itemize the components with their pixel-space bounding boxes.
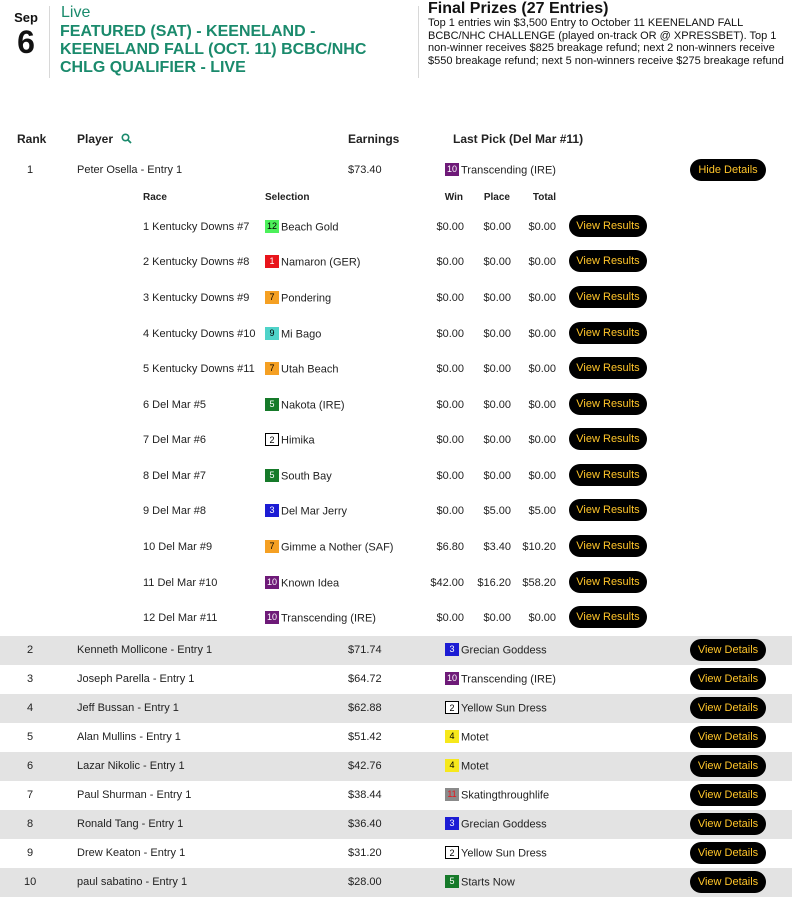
earnings-cell: $62.88 bbox=[348, 702, 382, 714]
horse-name: Yellow Sun Dress bbox=[461, 702, 547, 715]
last-pick bbox=[445, 789, 549, 802]
race-row bbox=[0, 316, 792, 352]
race-row bbox=[0, 422, 792, 458]
horse-name: Starts Now bbox=[461, 876, 515, 889]
saddlecloth-badge: 9 bbox=[265, 327, 279, 340]
player-name: Peter Osella - Entry 1 bbox=[77, 164, 183, 176]
total-amount: $58.20 bbox=[522, 577, 556, 589]
view-results-button[interactable]: View Results bbox=[569, 393, 647, 415]
view-results-button[interactable]: View Results bbox=[569, 464, 647, 486]
place-amount: $0.00 bbox=[483, 292, 511, 304]
horse-name: Transcending (IRE) bbox=[281, 612, 376, 625]
rank-cell: 6 bbox=[27, 760, 34, 772]
place-amount: $0.00 bbox=[483, 612, 511, 624]
player-name: Drew Keaton - Entry 1 bbox=[77, 847, 186, 859]
saddlecloth-badge: 7 bbox=[265, 362, 279, 375]
date-month: Sep bbox=[14, 10, 38, 25]
view-details-button[interactable]: View Details bbox=[690, 871, 766, 893]
selection bbox=[265, 328, 321, 341]
rank-cell: 3 bbox=[27, 673, 34, 685]
horse-name: Transcending (IRE) bbox=[461, 164, 556, 177]
total-amount: $0.00 bbox=[528, 363, 556, 375]
standings-row bbox=[0, 636, 792, 665]
player-name: Paul Shurman - Entry 1 bbox=[77, 789, 192, 801]
win-amount: $0.00 bbox=[436, 434, 464, 446]
horse-name: Mi Bago bbox=[281, 328, 322, 341]
view-results-button[interactable]: View Results bbox=[569, 215, 647, 237]
saddlecloth-badge: 10 bbox=[446, 673, 457, 683]
race-name: 2 Kentucky Downs #8 bbox=[143, 256, 250, 268]
view-results-button[interactable]: View Results bbox=[569, 606, 647, 628]
race-row bbox=[0, 600, 792, 636]
standings-row bbox=[0, 665, 792, 694]
total-header: Total bbox=[532, 192, 556, 203]
total-amount: $0.00 bbox=[528, 612, 556, 624]
last-pick bbox=[445, 731, 489, 744]
earnings-cell: $51.42 bbox=[348, 731, 382, 743]
rank-cell: 9 bbox=[27, 847, 34, 859]
earnings-cell: $73.40 bbox=[348, 164, 382, 176]
place-amount: $16.20 bbox=[477, 577, 511, 589]
place-amount: $0.00 bbox=[483, 328, 511, 340]
player-name: Kenneth Mollicone - Entry 1 bbox=[77, 644, 213, 656]
horse-name: Skatingthroughlife bbox=[461, 789, 550, 802]
saddlecloth-badge: 12 bbox=[266, 221, 277, 231]
horse-name: Himika bbox=[281, 434, 315, 447]
prizes-description: Top 1 entries win $3,500 Entry to October 11 KEENELAND FALL BCBC/NHC CHALLENGE (played on-track OR @ XPRESSBET). Top 1 non-winner receives $825 breakage refund; next 2 non-winners receive $550 breakage refund; next 5 non-winners receive $275 breakage refund bbox=[428, 17, 784, 67]
race-name: 12 Del Mar #11 bbox=[143, 612, 218, 624]
win-amount: $0.00 bbox=[436, 612, 464, 624]
race-row bbox=[0, 493, 792, 529]
race-name: 3 Kentucky Downs #9 bbox=[143, 292, 250, 304]
total-amount: $0.00 bbox=[528, 292, 556, 304]
view-results-button[interactable]: View Results bbox=[569, 286, 647, 308]
horse-name: Grecian Goddess bbox=[461, 818, 547, 831]
place-header: Place bbox=[483, 192, 510, 203]
win-amount: $0.00 bbox=[436, 399, 464, 411]
win-amount: $6.80 bbox=[436, 541, 464, 553]
race-row bbox=[0, 209, 792, 245]
total-amount: $0.00 bbox=[528, 221, 556, 233]
race-name: 8 Del Mar #7 bbox=[143, 470, 206, 482]
standings-row bbox=[0, 868, 792, 897]
rank-cell: 2 bbox=[27, 644, 34, 656]
place-amount: $0.00 bbox=[483, 434, 511, 446]
horse-name: Transcending (IRE) bbox=[461, 673, 556, 686]
date-day: 6 bbox=[17, 24, 35, 60]
horse-name: Utah Beach bbox=[281, 363, 339, 376]
rank-cell: 4 bbox=[27, 702, 34, 714]
earnings-cell: $42.76 bbox=[348, 760, 382, 772]
view-details-button[interactable]: View Details bbox=[690, 813, 766, 835]
search-icon[interactable] bbox=[121, 133, 132, 147]
standings-row bbox=[0, 781, 792, 810]
selection bbox=[265, 577, 339, 590]
race-header: Race bbox=[143, 192, 167, 203]
selection bbox=[265, 470, 332, 483]
view-results-button[interactable]: View Results bbox=[569, 428, 647, 450]
total-amount: $5.00 bbox=[528, 505, 556, 517]
total-amount: $0.00 bbox=[528, 256, 556, 268]
horse-name: Nakota (IRE) bbox=[281, 399, 345, 412]
place-amount: $3.40 bbox=[483, 541, 511, 553]
earnings-cell: $28.00 bbox=[348, 876, 382, 888]
place-amount: $0.00 bbox=[483, 256, 511, 268]
race-name: 7 Del Mar #6 bbox=[143, 434, 206, 446]
place-amount: $5.00 bbox=[483, 505, 511, 517]
saddlecloth-badge: 2 bbox=[445, 846, 459, 859]
horse-name: Yellow Sun Dress bbox=[461, 847, 547, 860]
horse-name: South Bay bbox=[281, 470, 332, 483]
player-name: Joseph Parella - Entry 1 bbox=[77, 673, 195, 685]
live-status: Live bbox=[61, 4, 91, 21]
earnings-cell: $38.44 bbox=[348, 789, 382, 801]
saddlecloth-badge: 3 bbox=[265, 504, 279, 517]
standings-row bbox=[0, 839, 792, 868]
win-amount: $0.00 bbox=[436, 470, 464, 482]
player-header-label: Player bbox=[77, 132, 114, 146]
selection bbox=[265, 292, 331, 305]
player-name: paul sabatino - Entry 1 bbox=[77, 876, 188, 888]
view-details-button[interactable]: View Details bbox=[690, 726, 766, 748]
rank-header: Rank bbox=[17, 132, 47, 146]
rank-cell: 5 bbox=[27, 731, 34, 743]
selection bbox=[265, 363, 338, 376]
contest-title: FEATURED (SAT) - KEENELAND - KEENELAND FALL (OCT. 11) BCBC/NHC CHLG QUALIFIER - LIVE bbox=[60, 23, 367, 76]
saddlecloth-badge: 1 bbox=[265, 255, 279, 268]
view-results-button[interactable]: View Results bbox=[569, 322, 647, 344]
race-row bbox=[0, 280, 792, 316]
last-pick bbox=[445, 644, 547, 657]
selection bbox=[265, 399, 345, 412]
race-name: 5 Kentucky Downs #11 bbox=[143, 363, 255, 375]
view-details-button[interactable]: View Details bbox=[690, 639, 766, 661]
total-amount: $0.00 bbox=[528, 434, 556, 446]
win-header: Win bbox=[444, 192, 463, 203]
saddlecloth-badge: 3 bbox=[445, 817, 459, 830]
saddlecloth-badge: 11 bbox=[445, 788, 459, 801]
total-amount: $10.20 bbox=[522, 541, 556, 553]
hide-details-button[interactable]: Hide Details bbox=[690, 159, 766, 181]
selection-header: Selection bbox=[265, 192, 310, 203]
saddlecloth-badge: 7 bbox=[265, 540, 279, 553]
horse-name: Motet bbox=[461, 731, 489, 744]
horse-name: Pondering bbox=[281, 292, 332, 305]
player-name: Ronald Tang - Entry 1 bbox=[77, 818, 184, 830]
standings-row bbox=[0, 752, 792, 781]
race-name: 6 Del Mar #5 bbox=[143, 399, 206, 411]
last-pick bbox=[445, 876, 515, 889]
divider bbox=[49, 6, 50, 78]
last-pick bbox=[445, 847, 547, 860]
race-name: 11 Del Mar #10 bbox=[143, 577, 218, 589]
last-pick bbox=[445, 818, 547, 831]
race-row bbox=[0, 565, 792, 601]
horse-name: Gimme a Nother (SAF) bbox=[281, 541, 394, 554]
total-amount: $0.00 bbox=[528, 399, 556, 411]
rank-cell: 10 bbox=[24, 876, 37, 888]
last-pick bbox=[445, 702, 547, 715]
race-name: 10 Del Mar #9 bbox=[143, 541, 213, 553]
selection bbox=[265, 541, 393, 554]
saddlecloth-badge: 10 bbox=[266, 577, 277, 587]
prizes-title: Final Prizes (27 Entries) bbox=[428, 0, 609, 17]
saddlecloth-badge: 10 bbox=[446, 164, 457, 174]
selection bbox=[265, 505, 347, 518]
standings-row bbox=[0, 810, 792, 839]
win-amount: $0.00 bbox=[436, 221, 464, 233]
race-row bbox=[0, 529, 792, 565]
standings-row-leader bbox=[0, 156, 792, 185]
place-amount: $0.00 bbox=[483, 363, 511, 375]
race-row bbox=[0, 351, 792, 387]
last-pick bbox=[445, 673, 556, 686]
place-amount: $0.00 bbox=[483, 470, 511, 482]
saddlecloth-badge: 2 bbox=[445, 701, 459, 714]
saddlecloth-badge: 3 bbox=[445, 643, 459, 656]
last-pick-header: Last Pick (Del Mar #11) bbox=[453, 132, 584, 146]
player-name: Jeff Bussan - Entry 1 bbox=[77, 702, 179, 714]
view-results-button[interactable]: View Results bbox=[569, 250, 647, 272]
horse-name: Beach Gold bbox=[281, 221, 339, 234]
standings-row bbox=[0, 723, 792, 752]
saddlecloth-badge: 7 bbox=[265, 291, 279, 304]
divider bbox=[418, 6, 419, 78]
win-amount: $0.00 bbox=[436, 328, 464, 340]
race-row bbox=[0, 458, 792, 494]
place-amount: $0.00 bbox=[483, 221, 511, 233]
win-amount: $42.00 bbox=[430, 577, 464, 589]
horse-name: Known Idea bbox=[281, 577, 340, 590]
view-results-button[interactable]: View Results bbox=[569, 535, 647, 557]
event-date bbox=[0, 10, 52, 58]
earnings-header: Earnings bbox=[348, 132, 400, 146]
view-results-button[interactable]: View Results bbox=[569, 571, 647, 593]
total-amount: $0.00 bbox=[528, 470, 556, 482]
standings-row bbox=[0, 694, 792, 723]
earnings-cell: $36.40 bbox=[348, 818, 382, 830]
saddlecloth-badge: 5 bbox=[265, 398, 279, 411]
view-details-button[interactable]: View Details bbox=[690, 755, 766, 777]
horse-name: Namaron (GER) bbox=[281, 256, 361, 269]
selection bbox=[265, 612, 376, 625]
earnings-cell: $64.72 bbox=[348, 673, 382, 685]
selection bbox=[265, 256, 360, 269]
saddlecloth-badge: 2 bbox=[265, 433, 279, 446]
horse-name: Del Mar Jerry bbox=[281, 505, 348, 518]
race-name: 4 Kentucky Downs #10 bbox=[143, 328, 256, 340]
earnings-cell: $71.74 bbox=[348, 644, 382, 656]
selection bbox=[265, 434, 315, 447]
place-amount: $0.00 bbox=[483, 399, 511, 411]
race-name: 1 Kentucky Downs #7 bbox=[143, 221, 250, 233]
rank-cell: 7 bbox=[27, 789, 34, 801]
view-details-button[interactable]: View Details bbox=[690, 842, 766, 864]
player-name: Lazar Nikolic - Entry 1 bbox=[77, 760, 185, 772]
rank-cell: 1 bbox=[27, 164, 34, 176]
horse-name: Grecian Goddess bbox=[461, 644, 547, 657]
saddlecloth-badge: 4 bbox=[445, 759, 459, 772]
win-amount: $0.00 bbox=[436, 292, 464, 304]
saddlecloth-badge: 5 bbox=[445, 875, 459, 888]
selection bbox=[265, 221, 338, 234]
view-results-button[interactable]: View Results bbox=[569, 499, 647, 521]
rank-cell: 8 bbox=[27, 818, 34, 830]
race-name: 9 Del Mar #8 bbox=[143, 505, 206, 517]
player-header bbox=[77, 132, 132, 147]
saddlecloth-badge: 10 bbox=[266, 612, 277, 622]
view-results-button[interactable]: View Results bbox=[569, 357, 647, 379]
saddlecloth-badge: 4 bbox=[445, 730, 459, 743]
view-details-button[interactable]: View Details bbox=[690, 697, 766, 719]
total-amount: $0.00 bbox=[528, 328, 556, 340]
last-pick bbox=[445, 164, 556, 177]
horse-name: Motet bbox=[461, 760, 489, 773]
view-details-button[interactable]: View Details bbox=[690, 668, 766, 690]
view-details-button[interactable]: View Details bbox=[690, 784, 766, 806]
race-row bbox=[0, 387, 792, 423]
player-name: Alan Mullins - Entry 1 bbox=[77, 731, 181, 743]
win-amount: $0.00 bbox=[436, 505, 464, 517]
win-amount: $0.00 bbox=[436, 363, 464, 375]
earnings-cell: $31.20 bbox=[348, 847, 382, 859]
last-pick bbox=[445, 760, 489, 773]
saddlecloth-badge: 5 bbox=[265, 469, 279, 482]
race-row bbox=[0, 244, 792, 280]
win-amount: $0.00 bbox=[436, 256, 464, 268]
